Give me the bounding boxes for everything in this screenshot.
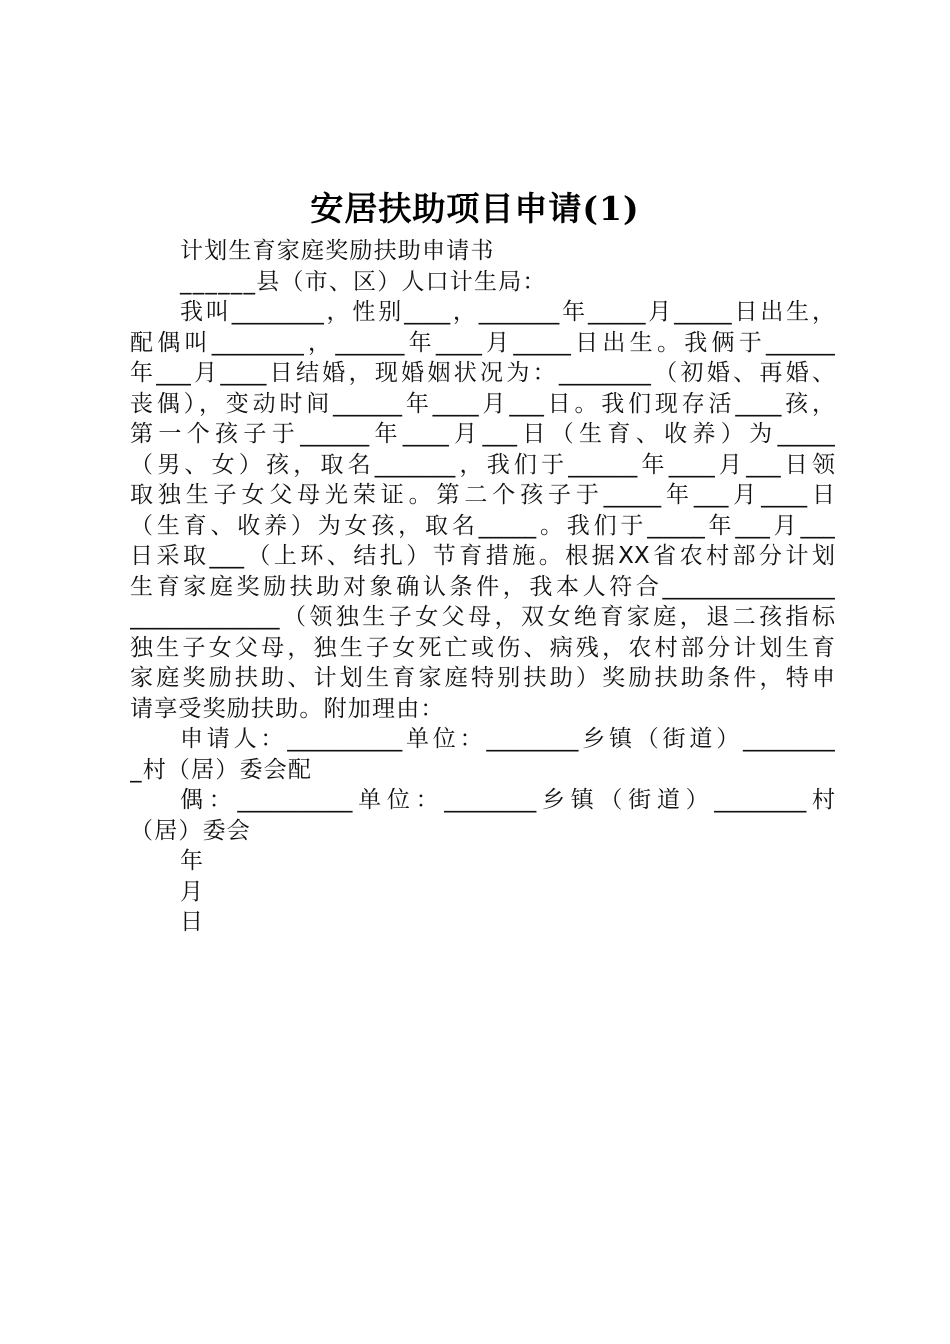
body-line: 取独生子女父母光荣证。第二个孩子于_____年___月____日: [130, 482, 835, 508]
body-line: 配偶叫________，______年____月_____日出生。我俩于______: [130, 329, 835, 356]
body-line-addressee: ______县（市、区）人口计生局：: [180, 268, 547, 295]
body-line: （生育、收养）为女孩，取名_____。我们于_____年___月___: [130, 512, 835, 539]
applicant-line-continued: _村（居）委会配: [130, 756, 313, 783]
spouse-line: 偶：__________单位：________乡镇（街道）________村: [180, 787, 835, 813]
body-line-heading: 计划生育家庭奖励扶助申请书: [180, 238, 495, 264]
body-line: 请享受奖励扶助。附加理由：: [130, 695, 445, 722]
date-day: 日: [180, 909, 205, 935]
applicant-line: 申请人：__________单位：________乡镇（街道）________: [180, 726, 835, 752]
date-year: 年: [180, 848, 205, 874]
body-line: 生育家庭奖励扶助对象确认条件，我本人符合_______________: [130, 573, 835, 600]
body-line: 第一个孩子于______年____月___日（生育、收养）为_____: [130, 421, 835, 447]
date-month: 月: [180, 878, 205, 905]
body-line: 丧偶），变动时间______年____月___日。我们现存活____孩，: [130, 390, 835, 417]
body-line: 我叫________，性别____，_______年_____月_____日出生，: [180, 299, 835, 325]
body-line: _____________（领独生子女父母，双女绝育家庭，退二孩指标: [130, 604, 835, 630]
body-line: 独生子女父母，独生子女死亡或伤、病残，农村部分计划生育: [130, 634, 835, 661]
body-line: （男、女）孩，取名_______，我们于______年____月___日领: [130, 451, 835, 478]
spouse-line-continued: （居）委会: [130, 817, 251, 844]
body-line: 家庭奖励扶助、计划生育家庭特别扶助）奖励扶助条件，特申: [130, 665, 835, 691]
body-line: 年___月____日结婚，现婚姻状况为：________（初婚、再婚、: [130, 360, 835, 386]
body-line: 日采取___（上环、结扎）节育措施。根据XX省农村部分计划: [130, 543, 835, 569]
document-title: 安居扶助项目申请(1): [310, 189, 640, 228]
document-body: [130, 236, 835, 938]
